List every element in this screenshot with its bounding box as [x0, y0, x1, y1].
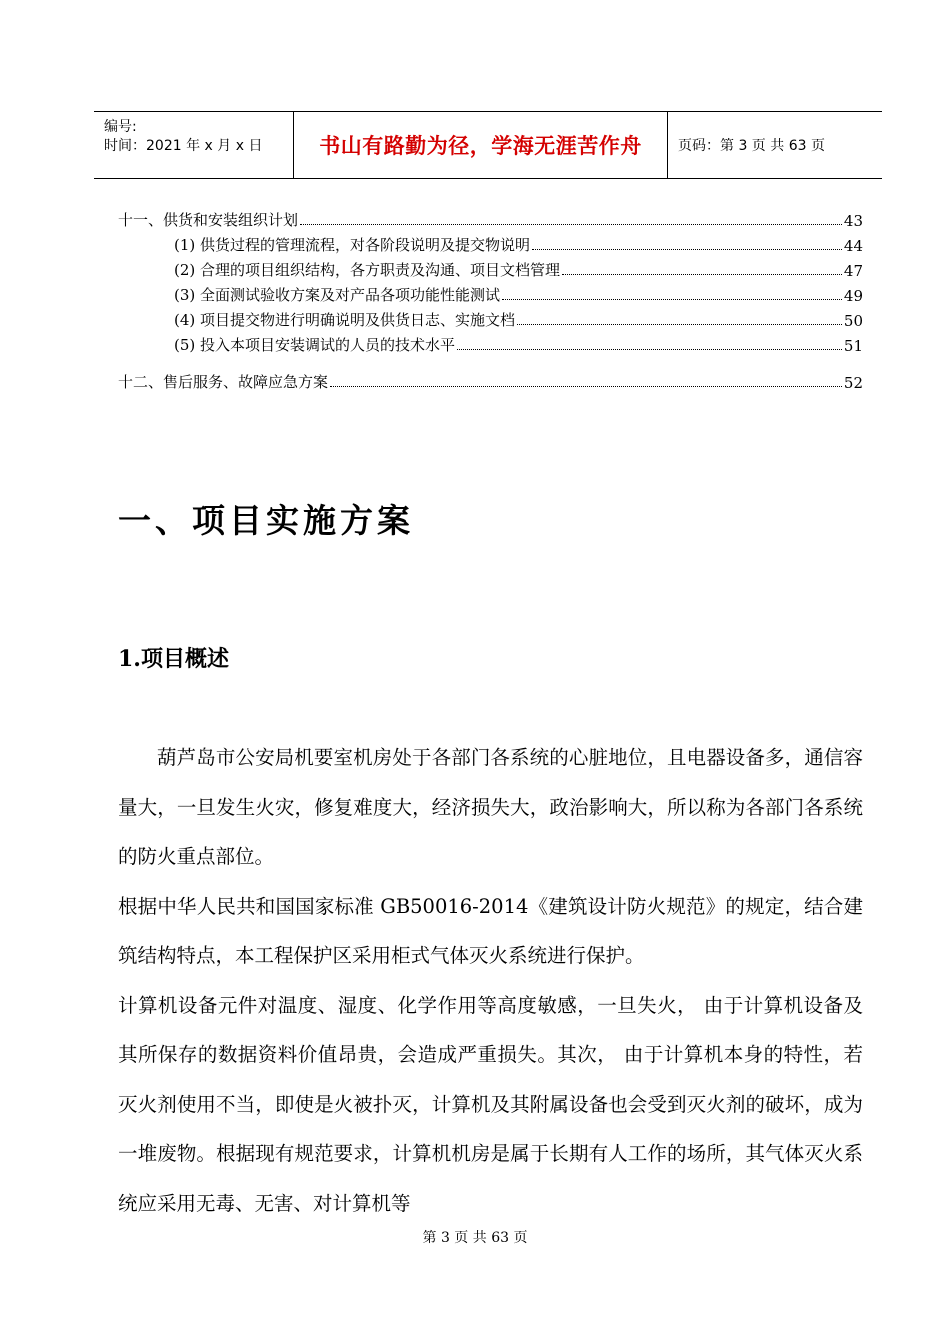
toc-leader-dots — [532, 249, 842, 250]
page-info: 页码：第 3 页 共 63 页 — [678, 138, 825, 154]
paragraph: 葫芦岛市公安局机要室机房处于各部门各系统的心脏地位，且电器设备多，通信容量大，一旦发生火灾，修复难度大，经济损失大，政治影响大，所以称为各部门各系统的防火重点部位。 — [118, 746, 863, 868]
toc-item-text: (2) 合理的项目组织结构，各方职责及沟通、项目文档管理 — [174, 261, 561, 279]
toc-leader-dots — [517, 324, 842, 325]
toc-item-text: (1) 供货过程的管理流程，对各阶段说明及提交物说明 — [174, 236, 531, 254]
header-left-cell — [94, 112, 294, 178]
toc-item-page: 44 — [843, 237, 863, 255]
toc-item-page: 49 — [843, 287, 863, 305]
paragraph: 根据中华人民共和国国家标准 GB50016-2014《建筑设计防火规范》的规定，结合建筑结构特点，本工程保护区采用柜式气体灭火系统进行保护。 — [118, 894, 863, 967]
toc-item-page: 50 — [843, 312, 863, 330]
header-table — [94, 111, 882, 179]
toc-leader-dots — [300, 224, 842, 225]
toc-item[interactable] — [118, 255, 863, 280]
toc-item-page: 47 — [843, 262, 863, 280]
toc-item[interactable] — [118, 230, 863, 255]
header-page-cell — [668, 112, 882, 178]
header-motto-cell — [294, 112, 668, 178]
body-text — [118, 733, 863, 1228]
toc-item-text: 十二、售后服务、故障应急方案 — [118, 373, 329, 391]
toc-leader-dots — [502, 299, 842, 300]
paragraph: 计算机设备元件对温度、湿度、化学作用等高度敏感，一旦失火， 由于计算机设备及其所保存的数据资料价值昂贵，会造成严重损失。其次， 由于计算机本身的特性，若灭火剂使用不当，即使是火被扑灭，计算机及其附属设备也会受到灭火剂的破坏，成为一堆废物。根据现有规范要求，计算机机房是属于长期有人工作的场所，其气体灭火系统应采用无毒、无害、对计算机等 — [118, 993, 863, 1215]
toc-item-text: (3) 全面测试验收方案及对产品各项功能性能测试 — [174, 286, 501, 304]
toc-leader-dots — [457, 349, 842, 350]
toc-item[interactable] — [118, 305, 863, 330]
toc-item-text: 十一、供货和安装组织计划 — [118, 211, 299, 229]
toc-item-page: 51 — [843, 337, 863, 355]
toc-item[interactable] — [118, 205, 863, 230]
table-of-contents — [118, 205, 863, 392]
toc-item-text: (4) 项目提交物进行明确说明及供货日志、实施文档 — [174, 311, 516, 329]
motto: 书山有路勤为径，学海无涯苦作舟 — [319, 134, 642, 158]
page-footer: 第 3 页 共 63 页 — [422, 1230, 528, 1246]
toc-item[interactable] — [118, 330, 863, 355]
toc-item-page: 43 — [843, 212, 863, 230]
toc-item-page: 52 — [843, 374, 863, 392]
toc-leader-dots — [330, 386, 842, 387]
subsection-title: 1.项目概述 — [118, 646, 229, 672]
toc-item[interactable] — [118, 367, 863, 392]
serial-label: 编号: — [104, 119, 137, 135]
toc-leader-dots — [562, 274, 842, 275]
time-label: 时间：2021 年 x 月 x 日 — [104, 138, 263, 154]
toc-item-text: (5) 投入本项目安装调试的人员的技术水平 — [174, 336, 456, 354]
section-title: 一、项目实施方案 — [118, 501, 414, 540]
toc-item[interactable] — [118, 280, 863, 305]
